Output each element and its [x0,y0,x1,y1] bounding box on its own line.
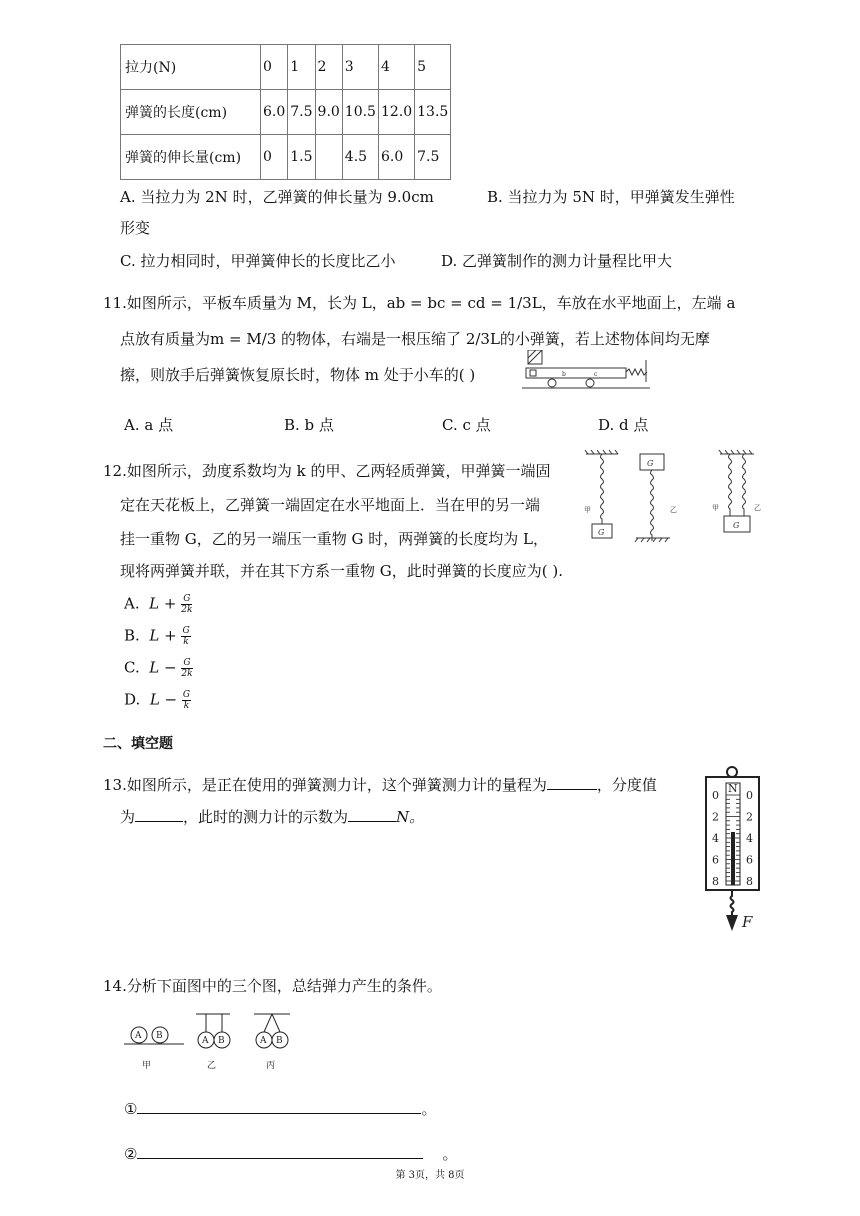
q14-answer-1: ① 。 [124,1100,437,1118]
q13-line-1: 13.如图所示，是正在使用的弹簧测力计，这个弹簧测力计的量程为 ，分度值 [103,776,657,794]
q10-option-b-cont: 形变 [120,219,151,237]
scale-number: 8 [712,875,719,888]
table-cell: 1.5 [288,135,315,180]
q12-line-2: 定在天花板上，乙弹簧一端固定在水平地面上．当在甲的另一端 [120,496,541,514]
table-cell: 0 [261,45,288,90]
table-cell: 5 [415,45,451,90]
q10-option-b: B. 当拉力为 5N 时，甲弹簧发生弹性 [487,188,735,206]
figure-label-jia: 甲 [142,1061,152,1071]
ball-a-label: A [260,1036,267,1046]
q12-option-c: C. L − $\frac{G}{2k}$ [124,658,193,679]
ball-b-label: B [156,1031,163,1041]
table-cell: 4.5 [342,135,378,180]
table-row-label: 弹簧的伸长量(cm) [121,135,261,180]
q14-line-1: 14.分析下面图中的三个图，总结弹力产生的条件。 [103,977,442,995]
table-cell: 7.5 [415,135,451,180]
table-cell: 0 [261,135,288,180]
table-cell: 10.5 [342,90,378,135]
scale-number: 4 [712,832,719,845]
spring-jia-label: 甲 [712,504,719,512]
force-label: F [742,913,753,931]
scale-number: 8 [746,875,753,888]
fraction: $\frac{G}{k}$ [182,690,191,711]
q10-option-a: A. 当拉力为 2N 时，乙弹簧的伸长量为 9.0cm [120,188,434,206]
weight-label: G [733,521,740,530]
table-cell: 3 [342,45,378,90]
scale-number: 4 [746,832,753,845]
table-row [121,90,451,135]
elastic-force-figures [122,1010,308,1074]
page-footer: 第 3页，共 8页 [395,1170,465,1181]
scale-number: 6 [712,853,719,867]
q12-option-d: D. L − $\frac{G}{k}$ [124,690,191,711]
table-cell: 4 [378,45,414,90]
ball-a-label: A [135,1031,142,1041]
figure-label-yi: 乙 [207,1061,217,1071]
fraction: $\frac{G}{k}$ [182,626,190,647]
scale-number: 2 [712,810,719,824]
table-cell: 6.0 [378,135,414,180]
table-row [121,45,451,90]
table-cell: 7.5 [288,90,315,135]
fraction: $\frac{G}{2k}$ [181,594,193,615]
answer-blank[interactable] [547,789,597,790]
q12-line-4: 现将两弹簧并联，并在其下方系一重物 G，此时弹簧的长度应为( ). [120,562,563,580]
fraction: $\frac{G}{2k}$ [181,658,193,679]
table-cell: 6.0 [261,90,288,135]
spring-jia-label: 甲 [584,506,591,514]
q11-line-3: 擦，则放手后弹簧恢复原长时，物体 m 处于小车的( ) [120,366,476,384]
q12-option-b: B. L + $\frac{G}{k}$ [124,626,190,647]
ball-b-label: B [218,1036,225,1046]
answer-blank[interactable] [348,821,396,822]
q12-line-3: 挂一重物 G，乙的另一端压一重物 G 时，两弹簧的长度均为 L， [120,530,549,548]
q14-answer-2: ② 。 [124,1145,458,1163]
scale-number: 2 [746,810,753,824]
weight-label: G [647,459,654,468]
scale-number: 0 [712,789,719,802]
section-title: 二、填空题 [103,736,173,752]
spring-yi-label: 乙 [754,504,761,512]
table-cell: 9.0 [315,90,342,135]
table-row [121,135,451,180]
q11-line-2: 点放有质量为m = M/3 的物体，右端是一根压缩了 2/3L的小弹簧，若上述物体间均无摩 [120,330,710,348]
ball-b-label: B [276,1036,283,1046]
answer-blank[interactable] [135,821,183,822]
spring-data-table [120,44,451,180]
table-cell [315,135,342,180]
q10-option-d: D. 乙弹簧制作的测力计量程比甲大 [441,252,673,270]
q11-option-a: A. a 点 [124,416,174,434]
answer-blank[interactable] [137,1158,423,1159]
q11-option-b: B. b 点 [284,416,334,434]
table-cell: 1 [288,45,315,90]
svg-text:c: c [594,371,598,378]
figure-label-bing: 丙 [266,1061,276,1071]
spring-yi-label: 乙 [670,506,677,514]
scale-number: 0 [746,789,753,802]
q12-option-a: A. L + $\frac{G}{2k}$ [124,594,193,615]
springs-figure [584,448,772,544]
table-cell: 12.0 [378,90,414,135]
q12-line-1: 12.如图所示，劲度系数均为 k 的甲、乙两轻质弹簧，甲弹簧一端固 [103,462,551,480]
table-row-label: 弹簧的长度(cm) [121,90,261,135]
q11-line-1: 11.如图所示，平板车质量为 M，长为 L，ab = bc = cd = 1/3L，车放在水平地面上，左端 a [103,294,736,312]
table-row-label: 拉力(N) [121,45,261,90]
q10-option-c: C. 拉力相同时，甲弹簧伸长的长度比乙小 [120,252,396,270]
svg-text:b: b [562,371,566,378]
cart-figure [522,350,652,392]
table-cell: 2 [315,45,342,90]
ball-a-label: A [202,1036,209,1046]
scale-unit-label: N [728,782,738,795]
scale-number: 6 [746,853,753,867]
q13-line-2: 为 ，此时的测力计的示数为 N。 [120,808,425,826]
pointer-indicator [731,832,735,885]
answer-blank[interactable] [137,1113,421,1114]
q11-option-d: D. d 点 [598,416,649,434]
q11-option-c: C. c 点 [442,416,491,434]
weight-label: G [598,528,605,537]
table-cell: 13.5 [415,90,451,135]
spring-scale-figure [704,765,764,937]
